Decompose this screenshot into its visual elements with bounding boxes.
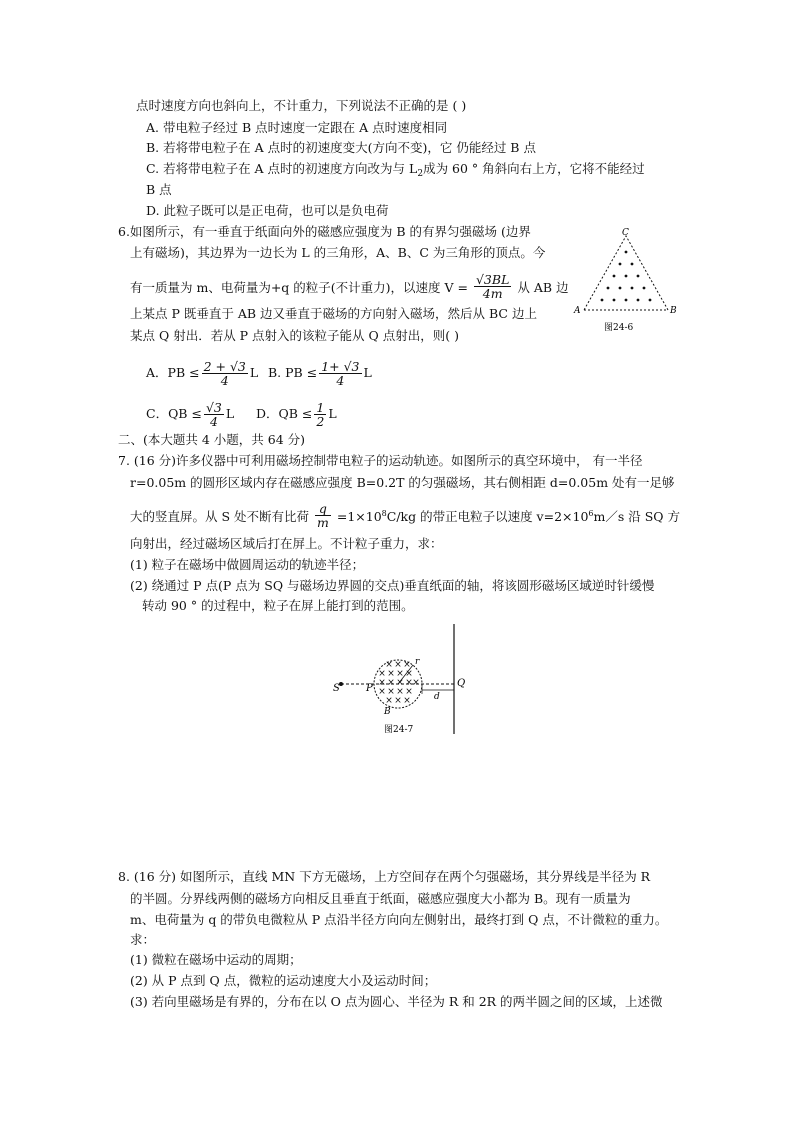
q6-option-d	[256, 401, 337, 428]
svg-text:×: ×	[378, 669, 386, 679]
q6-option-c-numerator: √3	[205, 400, 222, 415]
q6-option-d-denominator: 2	[316, 414, 325, 429]
q7-line3-end: m／s 沿 SQ 方	[593, 509, 681, 524]
q6-option-a-unit: L	[249, 365, 259, 380]
figure-24-7-caption: 图24-7	[384, 725, 414, 735]
q8-sub1: (1) 微粒在磁场中运动的周期；	[130, 952, 302, 967]
q5-option-c-subscript: 2	[417, 169, 424, 179]
q8-line1: 8. (16 分) 如图所示，直线 MN 下方无磁场，上方空间存在两个匀强磁场，其分界线是半径为 R	[118, 869, 651, 884]
q7-line2: r=0.05m 的圆形区域内存在磁感应强度 B=0.2T 的匀强磁场，其右侧相距 d=0.05m 处有一足够	[130, 475, 675, 490]
q6-option-b-unit: L	[363, 365, 372, 380]
q7-exp-8: 8	[381, 509, 387, 518]
section-2-header: 二、(本大题共 4 小题，共 64 分)	[118, 432, 306, 447]
figure-24-6-caption: 图24-6	[604, 323, 634, 333]
q5-stem-tail: 点时速度方向也斜向上，不计重力，下列说法不正确的是 ( )	[136, 98, 467, 113]
q6-option-a-numerator: 2 + √3	[203, 359, 246, 374]
q6-option-b	[268, 360, 372, 387]
q7-sub2-line2: 转动 90 ° 的过程中，粒子在屏上能打到的范围。	[142, 598, 414, 613]
label-r: r	[415, 657, 420, 667]
q6-option-a-denominator: 4	[220, 373, 229, 388]
q6-option-c-fraction	[204, 401, 224, 428]
q5-option-c	[146, 161, 645, 182]
q7-line3	[130, 501, 681, 531]
svg-text:×: ×	[387, 687, 395, 697]
q7-fraction-numerator: q	[315, 502, 331, 516]
q7-exp-6: 6	[588, 509, 594, 518]
vertex-a-label: A	[574, 306, 581, 316]
q6-line5: 某点 Q 射出．若从 P 点射入的该粒子能从 Q 点射出，则( )	[130, 328, 459, 343]
q6-line3	[130, 272, 569, 302]
q6-velocity-denominator: 4m	[482, 286, 503, 301]
svg-text:×: ×	[385, 696, 393, 706]
q6-option-d-numerator: 1	[316, 400, 325, 415]
q7-charge-mass-fraction	[315, 502, 331, 529]
q7-line3-mid: C/kg 的带正电粒子以速度 v=2×10	[386, 509, 589, 524]
q7-magnetic-field-figure	[320, 620, 470, 738]
svg-text:×: ×	[412, 678, 420, 688]
q8-line3: m、电荷量为 q 的带负电微粒从 P 点沿半径方向向左侧射出，最终打到 Q 点，不计微粒的重力。	[130, 912, 668, 927]
q6-option-c-denominator: 4	[209, 414, 218, 429]
svg-text:×: ×	[405, 678, 413, 688]
q5-option-c-cont: B 点	[146, 182, 172, 197]
q7-line4: 向射出，经过磁场区域后打在屏上。不计粒子重力，求：	[130, 536, 443, 551]
svg-text:×: ×	[387, 678, 395, 688]
q6-option-a	[146, 360, 258, 387]
q6-triangle-figure	[570, 226, 682, 338]
q6-option-a-prefix: A．PB ≤	[146, 365, 200, 380]
q6-option-c-prefix: C．QB ≤	[146, 406, 202, 421]
svg-text:×: ×	[405, 669, 413, 679]
q6-line2: 上有磁场)，其边界为一边长为 L 的三角形，A、B、C 为三角形的顶点。今	[130, 245, 546, 260]
q6-velocity-numerator: √3BL	[475, 272, 510, 287]
q6-option-b-numerator: 1+ √3	[321, 359, 360, 374]
q8-line2: 的半圆。分界线两侧的磁场方向相反且垂直于纸面，磁感应强度大小都为 B。现有一质量为	[130, 891, 631, 906]
q6-option-d-fraction	[314, 401, 326, 428]
q6-line4: 上某点 P 既垂直于 AB 边又垂直于磁场的方向射入磁场，然后从 BC 边上	[130, 306, 537, 321]
q6-option-b-prefix: B. PB ≤	[268, 365, 318, 380]
q8-sub3: (3) 若向里磁场是有界的，分布在以 O 点为圆心、半径为 R 和 2R 的两半圆之间的区域，上述微	[130, 994, 663, 1009]
q6-line1: 6.如图所示，有一垂直于纸面向外的磁感应强度为 B 的有界匀强磁场 (边界	[118, 224, 531, 239]
svg-text:×: ×	[405, 687, 413, 697]
q5-option-c-part1: C. 若将带电粒子在 A 点时的初速度方向改为与 L	[146, 161, 418, 176]
q7-line3-text: 大的竖直屏。从 S 处不断有比荷	[130, 509, 310, 524]
q6-option-b-fraction	[319, 360, 361, 387]
q5-option-c-part2: 成为 60 ° 角斜向右上方，它将不能经过	[423, 161, 645, 176]
q8-line4: 求：	[130, 932, 156, 947]
svg-text:×: ×	[387, 669, 395, 679]
svg-text:×: ×	[394, 696, 402, 706]
svg-text:×: ×	[378, 678, 386, 688]
vertex-b-label: B	[670, 306, 677, 316]
q7-line1: 7. (16 分)许多仪器中可利用磁场控制带电粒子的运动轨迹。如图所示的真空环境中， 有一半径	[118, 453, 643, 468]
q6-option-a-fraction	[202, 360, 248, 387]
field-into-page-marks	[378, 660, 420, 706]
q6-option-b-denominator: 4	[336, 373, 345, 388]
q7-fraction-denominator: m	[317, 515, 329, 530]
svg-text:×: ×	[403, 696, 411, 706]
svg-text:×: ×	[396, 669, 404, 679]
q6-option-c	[146, 401, 234, 428]
svg-text:×: ×	[396, 678, 404, 688]
svg-text:×: ×	[403, 660, 411, 670]
q7-sub1: (1) 粒子在磁场中做圆周运动的轨迹半径；	[130, 557, 365, 572]
label-q: Q	[457, 678, 466, 689]
q6-velocity-fraction	[474, 273, 511, 300]
q5-option-d: D. 此粒子既可以是正电荷，也可以是负电荷	[146, 203, 389, 218]
label-d: d	[434, 692, 440, 702]
svg-text:×: ×	[385, 660, 393, 670]
q6-option-d-prefix: D．QB ≤	[256, 406, 313, 421]
label-s: S	[333, 683, 340, 694]
label-b: B	[384, 707, 391, 717]
vertex-c-label: C	[622, 228, 629, 238]
q8-sub2: (2) 从 P 点到 Q 点，微粒的运动速度大小及运动时间；	[130, 973, 437, 988]
svg-text:×: ×	[396, 687, 404, 697]
magnetic-field-dots	[601, 251, 652, 302]
svg-text:×: ×	[394, 660, 402, 670]
svg-text:×: ×	[378, 687, 386, 697]
q6-line3-tail: 从 AB 边	[517, 280, 569, 295]
q5-option-a: A. 带电粒子经过 B 点时速度一定跟在 A 点时速度相同	[146, 120, 448, 135]
q5-option-b: B. 若将带电粒子在 A 点时的初速度变大(方向不变)，它 仍能经过 B 点	[146, 140, 536, 155]
q6-line3-text: 有一质量为 m、电荷量为+q 的粒子(不计重力)，以速度 V =	[130, 280, 468, 295]
label-p: P	[366, 683, 373, 694]
q7-line3-value: =1×10	[336, 509, 382, 524]
q6-option-d-unit: L	[328, 406, 337, 421]
q6-option-c-unit: L	[225, 406, 235, 421]
q7-sub2-line1: (2) 绕通过 P 点(P 点为 SQ 与磁场边界圆的交点)垂直纸面的轴，将该圆形磁场区域逆时针缓慢	[130, 578, 655, 593]
